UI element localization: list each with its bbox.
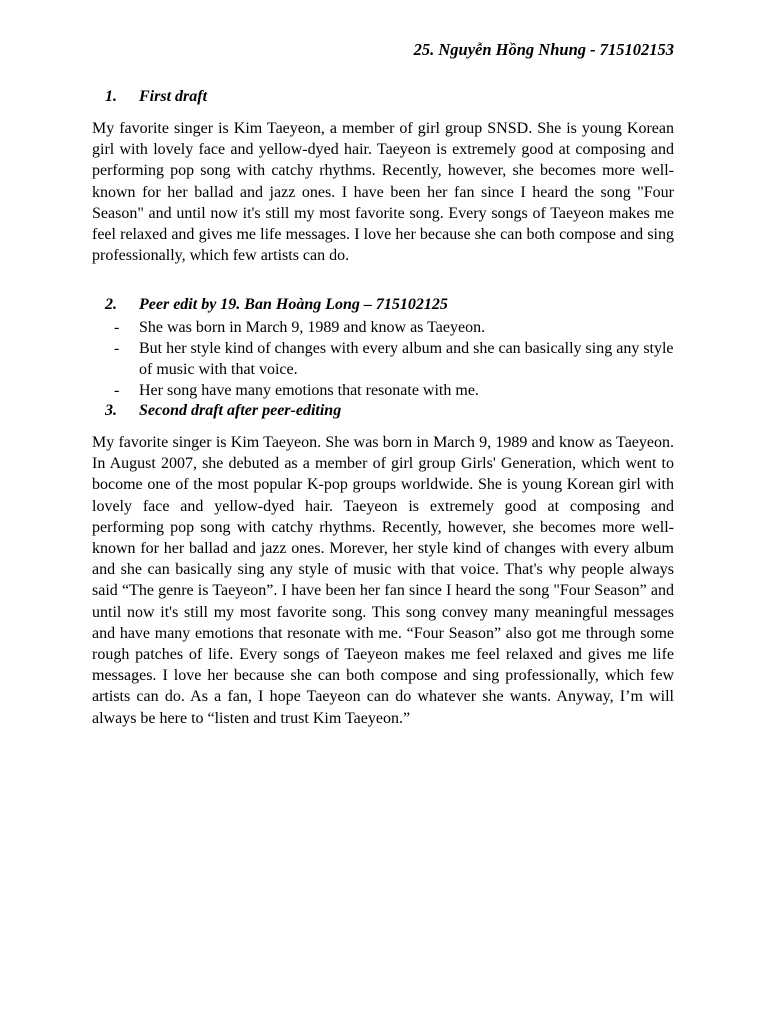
bullet-dash: -: [114, 382, 120, 399]
section-1-title: First draft: [139, 88, 208, 105]
section-1-heading: [92, 88, 207, 106]
bullet-text: But her style kind of changes with every album and she can basically sing any style of music with that voice.: [139, 340, 674, 378]
section-3-title: Second draft after peer-editing: [139, 402, 342, 419]
section-2-number: 2.: [105, 296, 117, 313]
section-3-heading: [92, 402, 341, 420]
first-draft-paragraph: My favorite singer is Kim Taeyeon, a member of girl group SNSD. She is young Korean girl with lovely face and yellow-dyed hair. Taeyeon is extremely good at composing and performing pop song with catchy rhythms. Recently, however, she becomes more well-known for her ballad and jazz ones. I have been her fan since I heard the song "Four Season" and until now it's still my most favorite song. Every songs of Taeyeon makes me feel relaxed and gives me life messages. I love her because she can both compose and sing professionally, which few artists can do.: [92, 120, 674, 265]
list-item: [92, 380, 674, 401]
bullet-text: Her song have many emotions that resonate with me.: [139, 382, 479, 399]
peer-edit-list: [92, 317, 674, 401]
author-header: 25. Nguyễn Hồng Nhung - 715102153: [413, 40, 674, 59]
second-draft-paragraph: My favorite singer is Kim Taeyeon. She was born in March 9, 1989 and know as Taeyeon. In August 2007, she debuted as a member of girl group Girls' Generation, which went to bocome one of the most popular K-pop groups worldwide. She is young Korean girl with lovely face and yellow-dyed hair. Taeyeon is extremely good at composing and performing pop song with catchy rhythms. Recently, however, she becomes more well-known for her ballad and jazz ones. Morever, her style kind of changes with every album and she can basically sing any style of music with that voice. That's why people always said “The genre is Taeyeon”. I have been her fan since I heard the song "Four Season” and until now it's still my most favorite song. This song convey many meaningful messages and have many emotions that resonate with me. “Four Season” also got me through some rough patches of life. Every songs of Taeyeon makes me feel relaxed and gives me life messages. I love her because she can both compose and sing professionally, which few artists can do. As a fan, I hope Taeyeon can do whatever she wants. Anyway, I’m will always be here to “listen and trust Kim Taeyeon.”: [92, 434, 674, 727]
section-1-number: 1.: [105, 88, 117, 105]
bullet-text: She was born in March 9, 1989 and know as Taeyeon.: [139, 319, 486, 336]
section-2-heading: [92, 296, 448, 314]
document-page: [92, 0, 674, 1024]
bullet-dash: -: [114, 340, 120, 357]
list-item: [92, 338, 674, 380]
section-2-title: Peer edit by 19. Ban Hoàng Long – 715102125: [139, 296, 448, 313]
bullet-dash: -: [114, 319, 120, 336]
section-3-number: 3.: [105, 402, 117, 419]
list-item: [92, 317, 674, 338]
